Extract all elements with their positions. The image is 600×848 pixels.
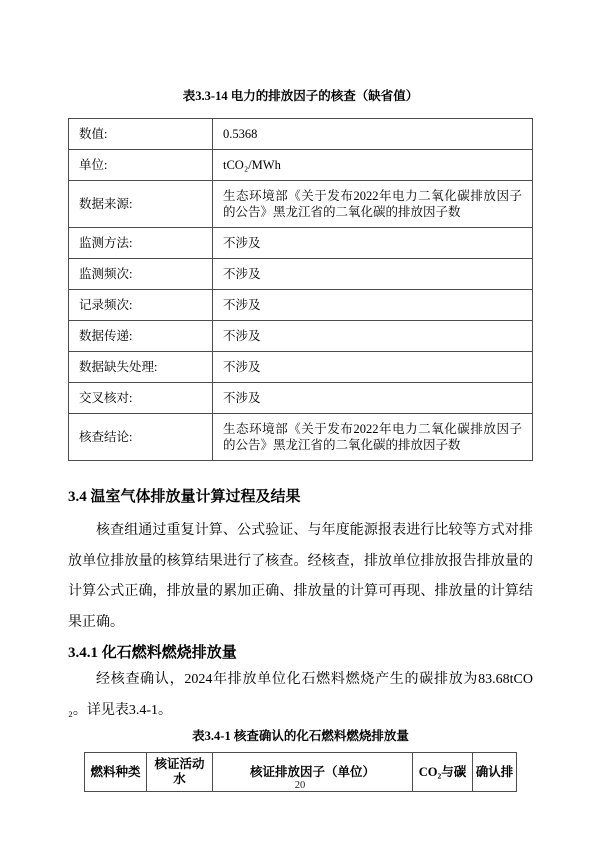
- row-value: 不涉及: [213, 321, 533, 352]
- row-label: 监测频次:: [69, 259, 213, 290]
- column-header: 确认排: [473, 753, 517, 792]
- table-row: [69, 228, 533, 259]
- row-label: 监测方法:: [69, 228, 213, 259]
- column-header: 燃料种类: [85, 753, 147, 792]
- row-value: 不涉及: [213, 352, 533, 383]
- row-value: 不涉及: [213, 383, 533, 414]
- section-3-4-1-heading: 3.4.1 化石燃料燃烧排放量: [68, 645, 237, 661]
- column-header: 核证排放因子（单位）: [213, 753, 413, 792]
- row-value: 不涉及: [213, 259, 533, 290]
- emission-factor-table: [68, 118, 533, 461]
- row-value: 不涉及: [213, 228, 533, 259]
- page-number: 20: [294, 780, 306, 791]
- row-label: 记录频次:: [69, 290, 213, 321]
- row-label: 核查结论:: [69, 414, 213, 461]
- section-3-4-paragraph: 核查组通过重复计算、公式验证、与年度能源报表进行比较等方式对排放单位排放量的核算结果进行了核查。经核查，排放单位排放报告排放量的计算公式正确，排放量的累加正确、排放量的计算可再现、排放量的计算结果正确。: [68, 523, 533, 630]
- table-row: [69, 321, 533, 352]
- row-value: 0.5368: [213, 119, 533, 150]
- column-header: 核证活动水: [147, 753, 213, 792]
- table-row: [69, 150, 533, 181]
- section-3-4-1-paragraph: 经核查确认，2024年排放单位化石燃料燃烧产生的碳排放为83.68tCO₂。详见表3.4-1。: [68, 672, 533, 718]
- table-row: [69, 383, 533, 414]
- table-row: [69, 414, 533, 461]
- section-3-4-heading: 3.4 温室气体排放量计算过程及结果: [68, 489, 301, 505]
- row-value: tCO₂/MWh: [213, 150, 533, 181]
- table-row: [69, 290, 533, 321]
- table-row: [69, 119, 533, 150]
- page-content: [68, 88, 533, 792]
- row-label: 数值:: [69, 119, 213, 150]
- row-value: 不涉及: [213, 290, 533, 321]
- table-row: [69, 259, 533, 290]
- table-row: [69, 352, 533, 383]
- row-value: 生态环境部《关于发布2022年电力二氧化碳排放因子的公告》黑龙江省的二氧化碳的排放因子数: [213, 414, 533, 461]
- row-value: 生态环境部《关于发布2022年电力二氧化碳排放因子的公告》黑龙江省的二氧化碳的排放因子数: [213, 181, 533, 228]
- table-3-3-14-title: 表3.3-14 电力的排放因子的核查（缺省值）: [182, 89, 419, 103]
- row-label: 数据传递:: [69, 321, 213, 352]
- row-label: 交叉核对:: [69, 383, 213, 414]
- table-3-4-1-title: 表3.4-1 核查确认的化石燃料燃烧排放量: [192, 729, 409, 743]
- row-label: 数据来源:: [69, 181, 213, 228]
- row-label: 单位:: [69, 150, 213, 181]
- table-row: [69, 181, 533, 228]
- row-label: 数据缺失处理:: [69, 352, 213, 383]
- column-header: CO₂与碳: [413, 753, 473, 792]
